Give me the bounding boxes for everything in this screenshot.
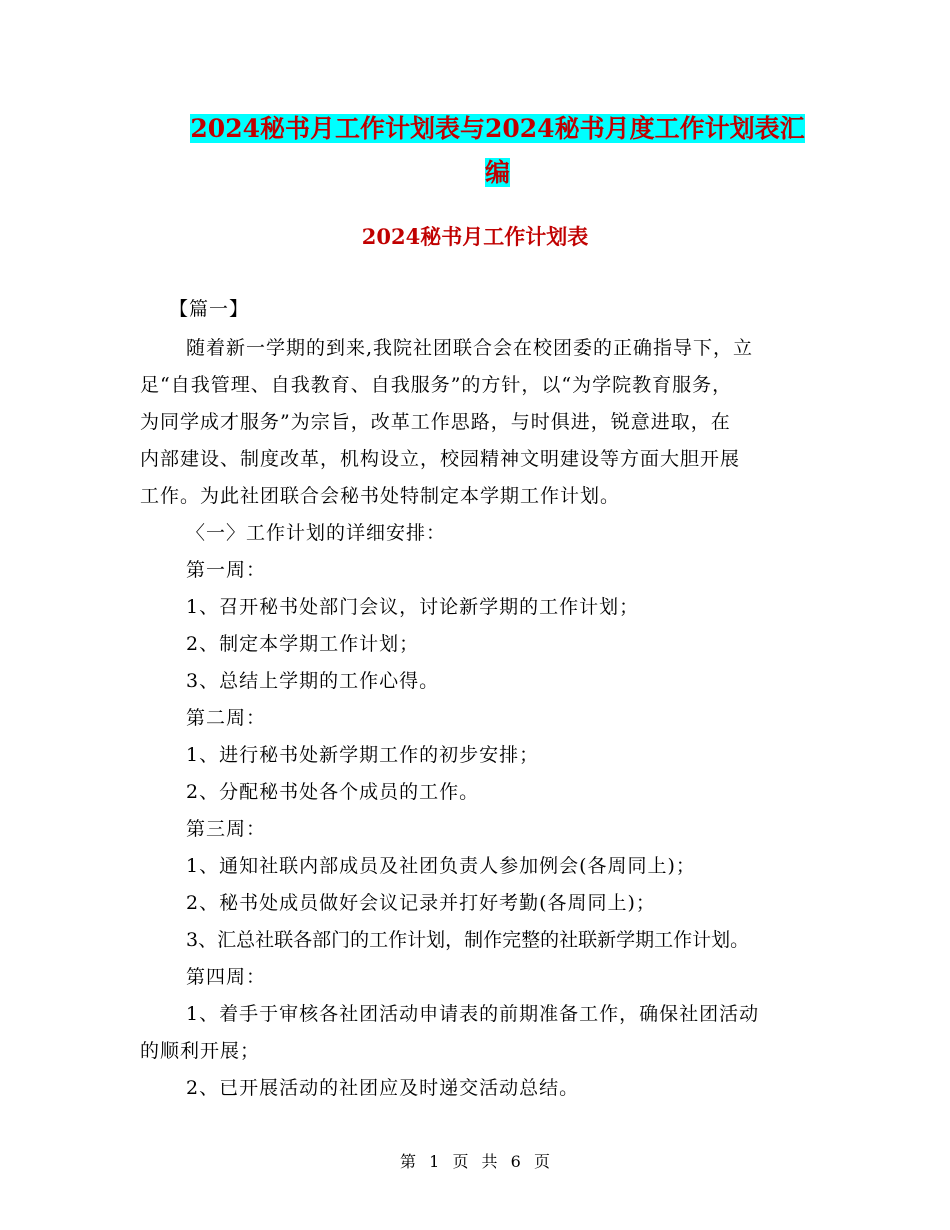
footer-text-2: 页 (452, 1152, 469, 1171)
week4-item-2: 2、已开展活动的社团应及时递交活动总结。 (186, 1077, 580, 1099)
document-title-line-2 (140, 153, 855, 193)
footer-page-number: 1 (429, 1152, 440, 1171)
week1-item-2: 2、制定本学期工作计划； (186, 633, 420, 655)
part-label: 【篇一】 (169, 298, 250, 320)
intro-line-4: 内部建设、制度改革，机构设立，校园精神文明建设等方面大胆开展 (140, 448, 741, 470)
week3-item-1: 1、通知社联内部成员及社团负责人参加例会(各周同上)； (186, 855, 696, 877)
document-title-text-2: 编 (484, 158, 510, 187)
week4-label: 第四周： (186, 966, 267, 988)
intro-line-3: 为同学成才服务”为宗旨，改革工作思路，与时俱进，锐意进取，在 (140, 411, 731, 433)
footer-text-3: 共 (481, 1152, 498, 1171)
week2-item-2: 2、分配秘书处各个成员的工作。 (186, 781, 480, 803)
intro-line-1: 随着新一学期的到来,我院社团联合会在校团委的正确指导下，立 (186, 337, 754, 359)
week1-item-3: 3、总结上学期的工作心得。 (186, 670, 440, 692)
week4-item-1-continued: 的顺利开展； (140, 1040, 261, 1062)
week2-label: 第二周： (186, 707, 267, 729)
footer-total-pages: 6 (510, 1152, 521, 1171)
week3-item-3: 3、汇总社联各部门的工作计划，制作完整的社联新学期工作计划。 (186, 929, 750, 951)
document-title-text-1: 2024秘书月工作计划表与2024秘书月度工作计划表汇 (190, 114, 805, 143)
week2-item-1: 1、进行秘书处新学期工作的初步安排； (186, 744, 540, 766)
week4-item-1: 1、着手于审核各社团活动申请表的前期准备工作，确保社团活动 (186, 1003, 760, 1025)
intro-line-2: 足“自我管理、自我教育、自我服务”的方针，以“为学院教育服务， (140, 374, 733, 396)
page-footer (0, 1150, 950, 1174)
week1-item-1: 1、召开秘书处部门会议，讨论新学期的工作计划； (186, 596, 640, 618)
week1-label: 第一周： (186, 559, 267, 581)
intro-line-5: 工作。为此社团联合会秘书处特制定本学期工作计划。 (140, 485, 621, 507)
week3-label: 第三周： (186, 818, 267, 840)
footer-text-4: 页 (533, 1152, 550, 1171)
document-title-line-1 (140, 109, 855, 149)
week3-item-2: 2、秘书处成员做好会议记录并打好考勤(各周同上)； (186, 892, 656, 914)
subheading: 〈一〉工作计划的详细安排： (186, 522, 447, 544)
footer-text-1: 第 (400, 1152, 417, 1171)
section-heading: 2024秘书月工作计划表 (361, 224, 589, 249)
